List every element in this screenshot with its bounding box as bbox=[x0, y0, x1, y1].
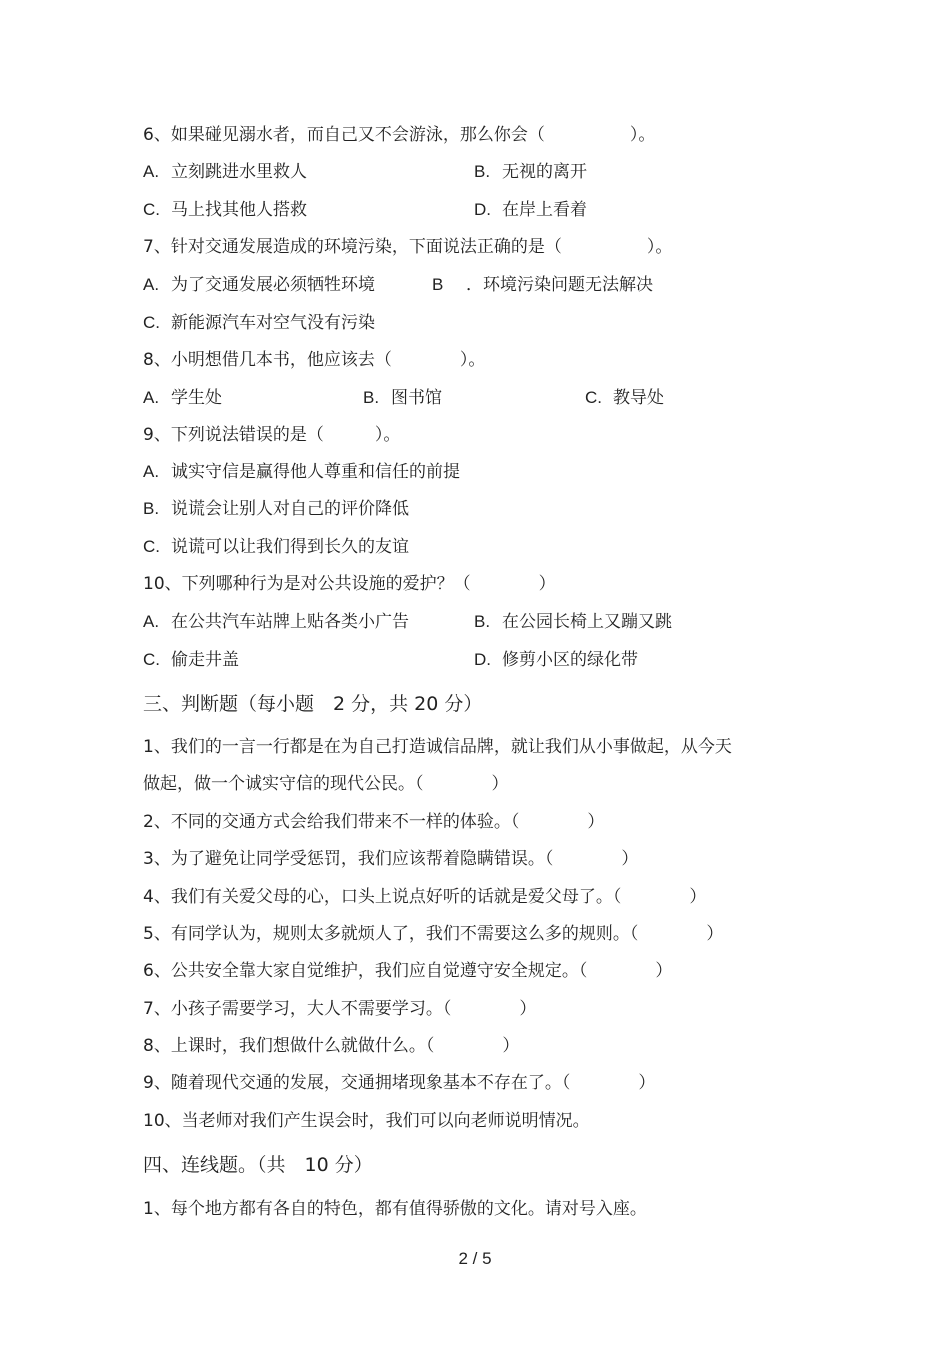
question-7-stem: 7、针对交通发展造成的环境污染，下面说法正确的是（ ）。 bbox=[143, 237, 673, 257]
question-9-option-a: A. 诚实守信是赢得他人尊重和信任的前提 bbox=[143, 462, 460, 482]
question-6-option-d: D. 在岸上看着 bbox=[474, 200, 587, 220]
question-6-stem: 6、如果碰见溺水者，而自己又不会游泳，那么你会（ ）。 bbox=[143, 125, 656, 145]
question-7-option-a: A. 为了交通发展必须牺牲环境 bbox=[143, 275, 375, 295]
question-10-option-d: D. 修剪小区的绿化带 bbox=[474, 650, 638, 670]
judgment-item-5: 5、有同学认为，规则太多就烦人了，我们不需要这么多的规则。（ ） bbox=[143, 924, 724, 944]
judgment-item-3: 3、为了避免让同学受惩罚，我们应该帮着隐瞒错误。（ ） bbox=[143, 849, 639, 869]
question-10-stem: 10、下列哪种行为是对公共设施的爱护？（ ） bbox=[143, 574, 556, 594]
judgment-item-10: 10、当老师对我们产生误会时，我们可以向老师说明情况。 bbox=[143, 1111, 590, 1131]
question-9-stem: 9、下列说法错误的是（ ）。 bbox=[143, 425, 401, 445]
judgment-item-4: 4、我们有关爱父母的心，口头上说点好听的话就是爱父母了。（ ） bbox=[143, 887, 707, 907]
section-3-heading: 三、判断题（每小题 2 分，共 20 分） bbox=[143, 693, 483, 715]
page-number: 2 / 5 bbox=[458, 1249, 492, 1268]
question-6-option-b: B. 无视的离开 bbox=[474, 162, 587, 182]
judgment-item-2: 2、不同的交通方式会给我们带来不一样的体验。（ ） bbox=[143, 812, 605, 832]
question-8-option-a: A. 学生处 bbox=[143, 388, 222, 408]
question-7-option-b: B ．环境污染问题无法解决 bbox=[432, 275, 653, 295]
question-9-option-c: C. 说谎可以让我们得到长久的友谊 bbox=[143, 537, 409, 557]
section-4-heading: 四、连线题。（共 10 分） bbox=[143, 1154, 373, 1176]
question-8-option-b: B. 图书馆 bbox=[363, 388, 442, 408]
question-10-option-c: C. 偷走井盖 bbox=[143, 650, 239, 670]
judgment-item-7: 7、小孩子需要学习，大人不需要学习。（ ） bbox=[143, 999, 537, 1019]
question-6-option-c: C. 马上找其他人搭救 bbox=[143, 200, 307, 220]
question-10-option-a: A. 在公共汽车站牌上贴各类小广告 bbox=[143, 612, 409, 632]
question-10-option-b: B. 在公园长椅上又蹦又跳 bbox=[474, 612, 672, 632]
question-8-option-c: C. 教导处 bbox=[585, 388, 664, 408]
judgment-item-1-line-1: 1、我们的一言一行都是在为自己打造诚信品牌，就让我们从小事做起，从今天 bbox=[143, 737, 732, 757]
judgment-item-1-line-2: 做起，做一个诚实守信的现代公民。（ ） bbox=[143, 774, 509, 794]
question-7-option-c: C. 新能源汽车对空气没有污染 bbox=[143, 313, 375, 333]
judgment-item-9: 9、随着现代交通的发展，交通拥堵现象基本不存在了。（ ） bbox=[143, 1073, 656, 1093]
judgment-item-8: 8、上课时，我们想做什么就做什么。（ ） bbox=[143, 1036, 520, 1056]
question-8-stem: 8、小明想借几本书，他应该去（ ）。 bbox=[143, 350, 486, 370]
judgment-item-6: 6、公共安全靠大家自觉维护，我们应自觉遵守安全规定。（ ） bbox=[143, 961, 673, 981]
matching-item-1: 1、每个地方都有各自的特色，都有值得骄傲的文化。请对号入座。 bbox=[143, 1199, 647, 1219]
question-6-option-a: A. 立刻跳进水里救人 bbox=[143, 162, 307, 182]
question-9-option-b: B. 说谎会让别人对自己的评价降低 bbox=[143, 499, 409, 519]
